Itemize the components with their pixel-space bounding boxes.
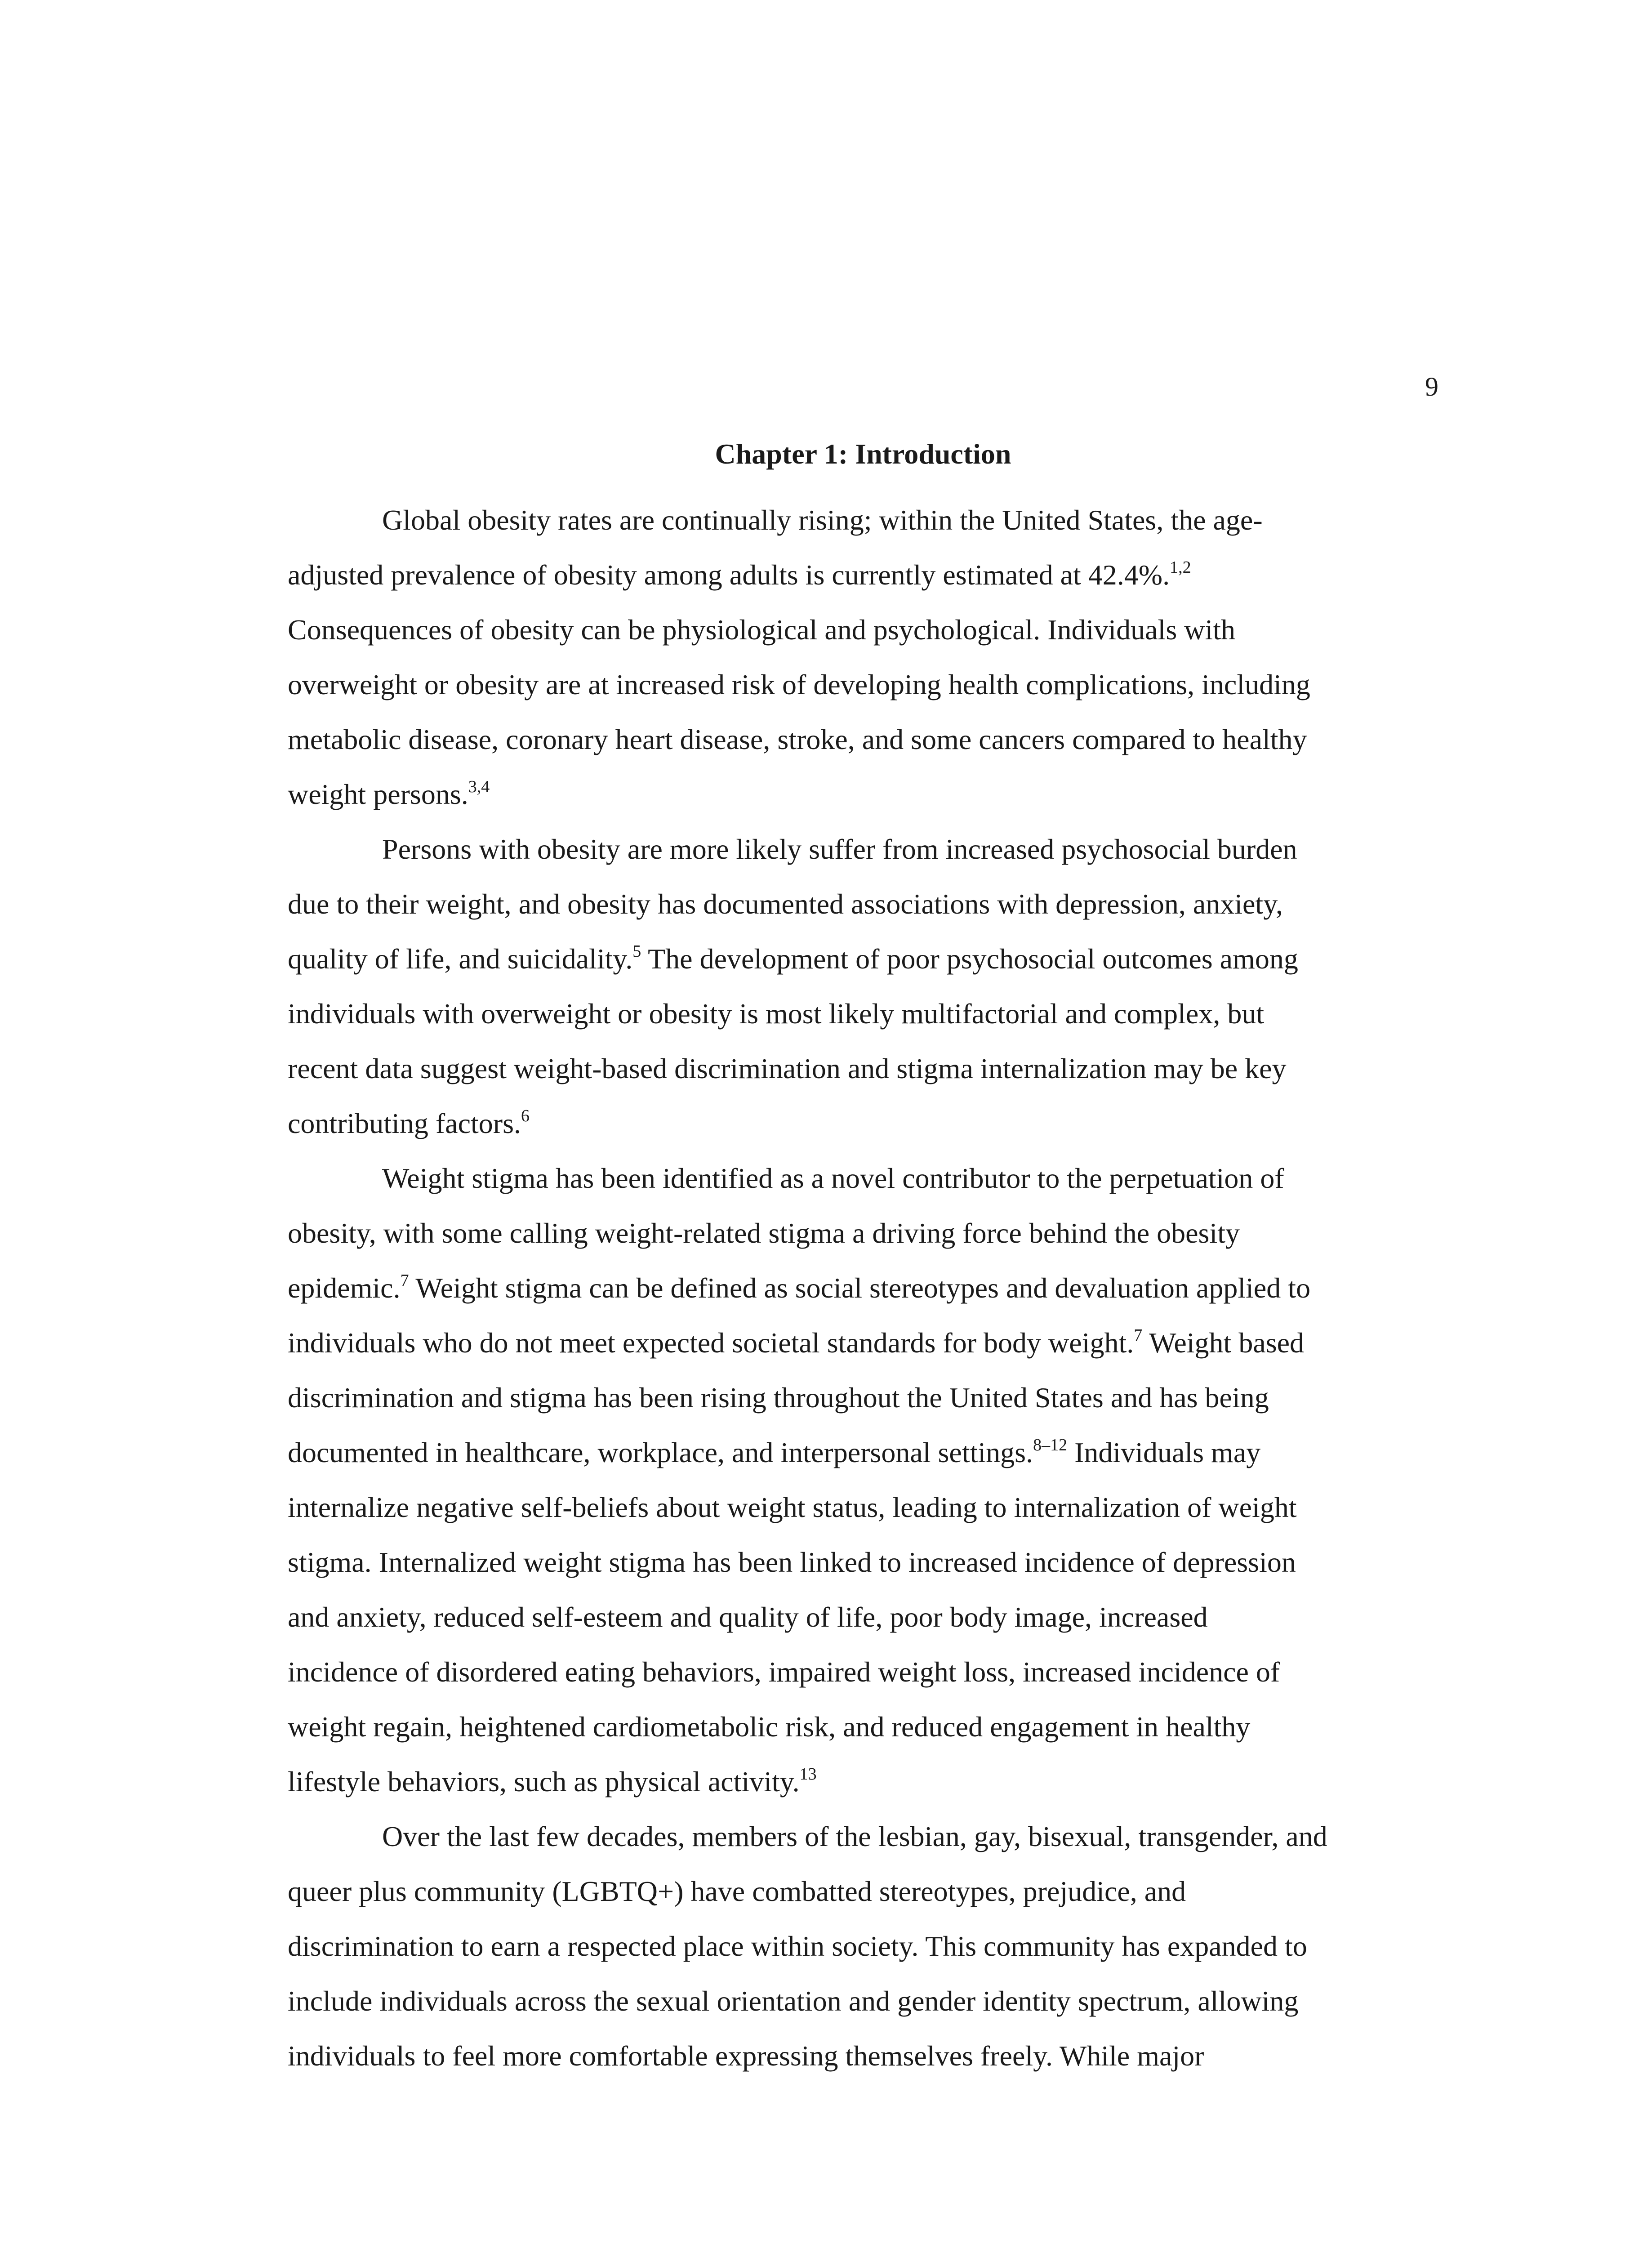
text-line: incidence of disordered eating behaviors, impaired weight loss, increased incidence of bbox=[288, 1656, 1280, 1688]
citation-superscript: 13 bbox=[799, 1764, 817, 1784]
text-line: Weight stigma has been identified as a novel contributor to the perpetuation of bbox=[382, 1162, 1284, 1194]
citation-superscript: 7 bbox=[1134, 1325, 1143, 1345]
text-line: weight regain, heightened cardiometabolic risk, and reduced engagement in healthy bbox=[288, 1711, 1251, 1743]
text-line: individuals with overweight or obesity is most likely multifactorial and complex, but bbox=[288, 998, 1265, 1030]
citation-superscript: 5 bbox=[632, 941, 641, 961]
text-line: weight persons.$^{3,4}$ bbox=[288, 777, 490, 810]
citation-superscript: 7 bbox=[400, 1271, 409, 1290]
text-line: and anxiety, reduced self-esteem and quality of life, poor body image, increased bbox=[288, 1601, 1208, 1633]
text-line: due to their weight, and obesity has documented associations with depression, anxiety, bbox=[288, 888, 1283, 920]
text-line: discrimination and stigma has been rising throughout the United States and has being bbox=[288, 1382, 1269, 1414]
text-line: recent data suggest weight-based discrimination and stigma internalization may be key bbox=[288, 1053, 1287, 1084]
citation-superscript: 3,4 bbox=[468, 777, 490, 796]
text-line: lifestyle behaviors, such as physical activity.$^{13}$ bbox=[288, 1764, 817, 1798]
text-line: internalize negative self-beliefs about weight status, leading to internalization of weight bbox=[288, 1491, 1297, 1523]
text-line: individuals who do not meet expected societal standards for body weight.$^7$ Weight based bbox=[288, 1325, 1305, 1359]
text-line: Over the last few decades, members of the lesbian, gay, bisexual, transgender, and bbox=[382, 1820, 1327, 1852]
text-line: contributing factors.$^6$ bbox=[288, 1106, 530, 1139]
text-line: Consequences of obesity can be physiological and psychological. Individuals with bbox=[288, 614, 1235, 646]
text-line: include individuals across the sexual orientation and gender identity spectrum, allowing bbox=[288, 1985, 1299, 2017]
text-line: discrimination to earn a respected place within society. This community has expanded to bbox=[288, 1930, 1307, 1962]
chapter-title: Chapter 1: Introduction bbox=[715, 438, 1011, 470]
text-line: Global obesity rates are continually rising; within the United States, the age- bbox=[382, 504, 1263, 536]
citation-superscript: 6 bbox=[521, 1106, 530, 1125]
paragraph-4 bbox=[288, 1809, 1438, 2083]
text-line: queer plus community (LGBTQ+) have combatted stereotypes, prejudice, and bbox=[288, 1875, 1186, 1907]
text-line: adjusted prevalence of obesity among adults is currently estimated at 42.4%.$^{1,2}$ bbox=[288, 558, 1191, 591]
text-line: metabolic disease, coronary heart disease, stroke, and some cancers compared to healthy bbox=[288, 723, 1307, 755]
text-line: quality of life, and suicidality.$^5$ The development of poor psychosocial outcomes among bbox=[288, 941, 1298, 975]
document-body bbox=[288, 436, 1438, 2083]
text-line: obesity, with some calling weight-related stigma a driving force behind the obesity bbox=[288, 1217, 1240, 1249]
paragraph-1 bbox=[288, 493, 1438, 822]
text-line: epidemic.$^7$ Weight stigma can be defined as social stereotypes and devaluation applied to bbox=[288, 1271, 1311, 1304]
text-line: individuals to feel more comfortable expressing themselves freely. While major bbox=[288, 2040, 1204, 2072]
citation-superscript: 1,2 bbox=[1170, 558, 1191, 577]
paragraph-3 bbox=[288, 1151, 1438, 1809]
citation-superscript: 8–12 bbox=[1033, 1435, 1068, 1454]
text-line: Persons with obesity are more likely suffer from increased psychosocial burden bbox=[382, 833, 1297, 865]
text-line: documented in healthcare, workplace, and interpersonal settings.$^{8-12}$ Individuals may bbox=[288, 1435, 1261, 1468]
text-line: overweight or obesity are at increased risk of developing health complications, including bbox=[288, 669, 1310, 700]
text-line: stigma. Internalized weight stigma has been linked to increased incidence of depression bbox=[288, 1546, 1296, 1578]
paragraph-2 bbox=[288, 822, 1438, 1151]
page-number: 9 bbox=[1425, 372, 1438, 401]
